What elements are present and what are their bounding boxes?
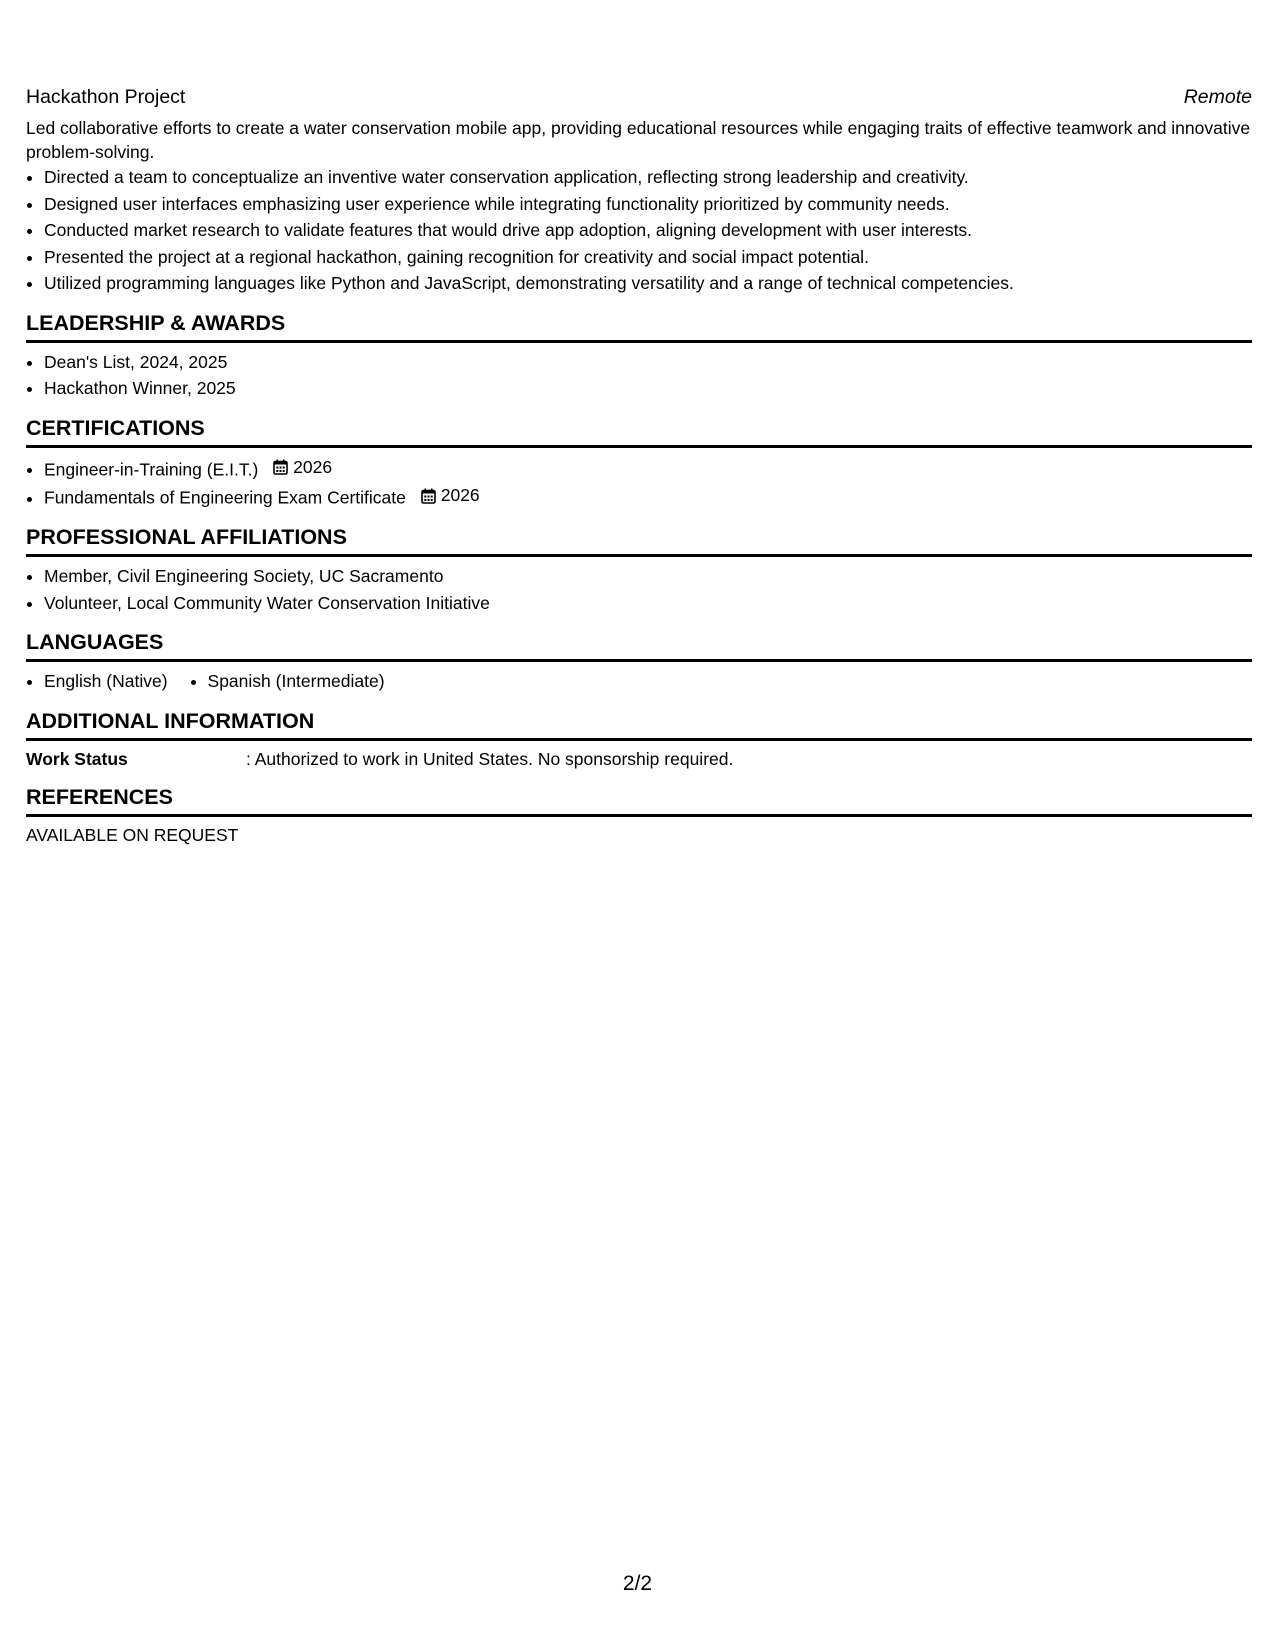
section-heading: LANGUAGES (26, 629, 1252, 662)
list-item: • Spanish (Intermediate) (208, 668, 385, 695)
section-heading: PROFESSIONAL AFFILIATIONS (26, 524, 1252, 557)
references-text: AVAILABLE ON REQUEST (26, 824, 239, 845)
section-heading: CERTIFICATIONS (26, 415, 1252, 448)
list-item: • Presented the project at a regional hackathon, gaining recognition for creativity and social impact potential. (44, 244, 1252, 271)
list-item: • Dean's List, 2024, 2025 (44, 349, 1252, 376)
certifications-section (26, 415, 1252, 512)
languages-section (26, 629, 1252, 695)
list-item: • Volunteer, Local Community Water Conservation Initiative (44, 590, 1252, 617)
resume-page (26, 84, 1252, 847)
project-entry (26, 84, 1252, 297)
project-title: Hackathon Project (26, 86, 186, 108)
certification-name: Engineer-in-Training (E.I.T.) (44, 458, 259, 479)
calendar-icon (421, 488, 436, 504)
certification-year: 2026 (293, 456, 333, 477)
certifications-list (26, 454, 1252, 512)
project-header (26, 84, 1252, 110)
list-item (44, 482, 1252, 511)
project-location: Remote (1183, 86, 1252, 108)
work-status-row (26, 747, 1252, 771)
additional-info-section (26, 708, 1252, 771)
leadership-list (26, 349, 1252, 402)
certification-date (421, 482, 480, 509)
certification-name: Fundamentals of Engineering Exam Certificate (44, 487, 406, 508)
affiliations-section (26, 524, 1252, 616)
certification-date (273, 454, 332, 481)
work-status-label: Work Status (26, 748, 128, 769)
languages-list (26, 668, 1252, 695)
section-heading: REFERENCES (26, 784, 1252, 817)
list-item: • Directed a team to conceptualize an inventive water conservation application, reflecting strong leadership and creativity. (44, 164, 1252, 191)
list-item: • Conducted market research to validate features that would drive app adoption, aligning development with user interests. (44, 217, 1252, 244)
affiliations-list (26, 563, 1252, 616)
list-item: • English (Native) (44, 668, 168, 695)
project-bullets (26, 164, 1252, 297)
work-status-value: : Authorized to work in United States. No sponsorship required. (246, 748, 734, 769)
list-item: • Hackathon Winner, 2025 (44, 375, 1252, 402)
section-heading: LEADERSHIP & AWARDS (26, 310, 1252, 343)
list-item: • Designed user interfaces emphasizing user experience while integrating functionality prioritized by community needs. (44, 191, 1252, 218)
list-item (44, 454, 1252, 483)
list-item: • Member, Civil Engineering Society, UC Sacramento (44, 563, 1252, 590)
certification-year: 2026 (440, 485, 480, 506)
page-number: 2/2 (622, 1572, 653, 1595)
leadership-section (26, 310, 1252, 402)
project-description: Led collaborative efforts to create a water conservation mobile app, providing educational resources while engaging traits of effective teamwork and innovative problem-solving. (26, 118, 1251, 162)
list-item: • Utilized programming languages like Python and JavaScript, demonstrating versatility and a range of technical competencies. (44, 270, 1252, 297)
calendar-icon (273, 459, 288, 475)
section-heading: ADDITIONAL INFORMATION (26, 708, 1252, 741)
references-section (26, 784, 1252, 847)
